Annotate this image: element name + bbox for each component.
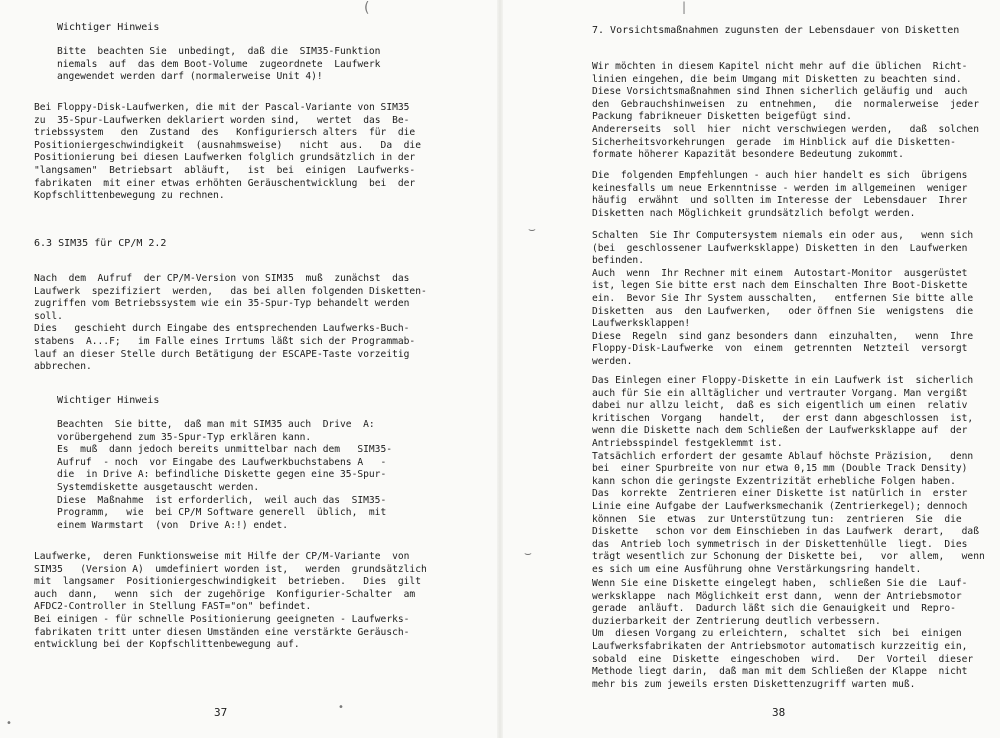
right-page — [500, 0, 1000, 738]
note2-text: Beachten Sie bitte, daß man mit SIM35 auch Drive A: vorübergehend zum 35-Spur-Typ erklären kann. Es muß dann jedoch bereits unmittelbar nach dem SIM35- Aufruf - noch vor Eingabe des Laufwerkbuchstabens A - die in Drive A: befindliche Diskette gegen eine 35-Spur- Systemdiskette ausgetauscht werden. Diese Maßnahme ist erforderlich, weil auch das SIM35- Programm, wie bei CP/M Software generell üblich, mit einem Warmstart (von Drive A:!) endet. — [57, 419, 393, 531]
page-number-left: 37 — [214, 706, 228, 719]
note1-title: Wichtiger Hinweis — [57, 22, 160, 33]
page-number-right: 38 — [772, 706, 786, 719]
paragraph-pascal-variant: Bei Floppy-Disk-Laufwerken, die mit der Pascal-Variante von SIM35 zu 35-Spur-Laufwerken deklariert worden sind, wertet das Be- triebssystem den Zustand des Konfiguriersch alters für die Positioniergeschwindigkeit (ausnahmsweise) nicht aus. Da die Positionierung bei diesen Laufwerken folglich grundsätzlich in der "langsamen" Betriebsart abläuft, ist bei einigen Laufwerks- fabrikaten mit einer etwas erhöhten Geräuschentwicklung bei der Kopfschlittenbewegung zu rechnen. — [34, 102, 421, 202]
paragraph-cpm-call: Nach dem Aufruf der CP/M-Version von SIM35 muß zunächst das Laufwerk spezifiziert werden, das bei allen folgenden Disketten- zugriffen vom Betriebssystem wie ein 35-Spur-Typ behandelt werden soll. Dies geschieht durch Eingabe des entsprechenden Laufwerks-Buch- stabens A...F; im Falle eines Irrtums läßt sich der Programmab- lauf an dieser Stelle durch Betätigung der ESCAPE-Taste vorzeitig abbrechen. — [34, 273, 427, 373]
margin-mark: | — [682, 0, 687, 14]
paragraph-recommendations: Die folgenden Empfehlungen - auch hier handelt es sich übrigens keinesfalls um neue Erkenntnisse - werden im allgemeinen weniger häufig erwähnt und sollten im Interesse der Lebensdauer Ihrer Disketten nach Möglichkeit grundsätzlich befolgt werden. — [592, 170, 968, 219]
paragraph-power: Schalten Sie Ihr Computersystem niemals ein oder aus, wenn sich (bei geschlossener Laufwerksklappe) Disketten in den Laufwerken befinden. Auch wenn Ihr Rechner mit einem Autostart-Monitor ausgerüstet ist, legen Sie bitte erst nach dem Einschalten Ihre Boot-Diskette ein. Bevor Sie Ihr System ausschalten, entfernen Sie bitte alle Disketten aus den Laufwerken, oder öffnen Sie wenigstens die Laufwerksklappen! Diese Regeln sind ganz besonders dann einzuhalten, wenn Ihre Floppy-Disk-Laufwerke von einem getrennten Netzteil versorgt werden. — [592, 230, 974, 367]
margin-mark: ⌣ — [524, 546, 532, 560]
note1-text: Bitte beachten Sie unbedingt, daß die SIM35-Funktion niemals auf das dem Boot-Volume zugeordnete Laufwerk angewendet werden darf (normalerweise Unit 4)! — [57, 46, 381, 83]
note2-title: Wichtiger Hinweis — [57, 395, 160, 406]
margin-mark: • — [6, 718, 12, 729]
section-title-6-3: 6.3 SIM35 für CP/M 2.2 — [34, 238, 167, 249]
paragraph-drives: Laufwerke, deren Funktionsweise mit Hilfe der CP/M-Variante von SIM35 (Version A) umdefiniert worden ist, werden grundsätzlich mit langsamer Positioniergeschwindigkeit betrieben. Dies gilt auch dann, wenn sich der zugehörige Konfigurier-Schalter am AFDC2-Controller in Stellung FAST="on" befindet. Bei einigen - für schnelle Positionierung geeigneten - Laufwerks- fabrikaten tritt unter diesen Umständen eine verstärkte Geräusch- entwicklung bei der Kopfschlittenbewegung auf. — [34, 551, 427, 651]
margin-mark: • — [338, 702, 344, 713]
margin-mark: ( — [364, 0, 370, 16]
section-title-7: 7. Vorsichtsmaßnahmen zugunsten der Lebensdauer von Disketten — [592, 25, 960, 36]
margin-mark: ⌣ — [528, 222, 536, 236]
paragraph-inserting: Das Einlegen einer Floppy-Diskette in ein Laufwerk ist sicherlich auch für Sie ein alltäglicher und vertrauter Vorgang. Man vergißt dabei nur allzu leicht, daß es sich eigentlich um einen relativ kritischen Vorgang handelt, der erst dann abgeschlossen ist, wenn die Diskette nach dem Schließen der Laufwerksklappe auf der Antriebsspindel festgeklemmt ist. Tatsächlich erfordert der gesamte Ablauf höchste Präzision, denn bei einer Spurbreite von nur etwa 0,15 mm (Double Track Density) kann schon die geringste Exzentrizität erhebliche Folgen haben. Das korrekte Zentrieren einer Diskette ist natürlich in erster Linie eine Aufgabe der Laufwerksmechanik (Zentrierkegel); dennoch können Sie etwas zur Unterstützung tun: zentrieren Sie die Diskette schon vor dem Einschieben in das Laufwerk derart, daß das Antrieb loch symmetrisch in der Diskettenhülle liegt. Dies trägt wesentlich zur Schonung der Diskette bei, vor allem, wenn es sich um eine Ausführung ohne Verstärkungsring handelt. — [592, 375, 985, 575]
paragraph-intro: Wir möchten in diesem Kapitel nicht mehr auf die üblichen Richt- linien eingehen, die beim Umgang mit Disketten zu beachten sind. Diese Vorsichtsmaßnahmen sind Ihnen sicherlich geläufig und auch den Gebrauchshinweisen zu entnehmen, die normalerweise jeder Packung fabrikneuer Disketten beigefügt sind. Andererseits soll hier nicht verschwiegen werden, daß solchen Sicherheitsvorkehrungen gerade im Hinblick auf die Disketten- formate höherer Kapazität besondere Bedeutung zukommt. — [592, 61, 979, 161]
paragraph-closing: Wenn Sie eine Diskette eingelegt haben, schließen Sie die Lauf- werksklappe nach Möglichkeit erst dann, wenn der Antriebsmotor gerade anläuft. Dadurch läßt sich die Genauigkeit und Repro- duzierbarkeit der Zentrierung deutlich verbessern. Um diesen Vorgang zu erleichtern, schaltet sich bei einigen Laufwerksfabrikaten der Antriebsmotor automatisch kurzzeitig ein, sobald eine Diskette eingeschoben wird. Der Vorteil dieser Methode liegt darin, daß man mit dem Schließen der Klappe nicht mehr bis zum jeweils ersten Diskettenzugriff warten muß. — [592, 578, 974, 690]
